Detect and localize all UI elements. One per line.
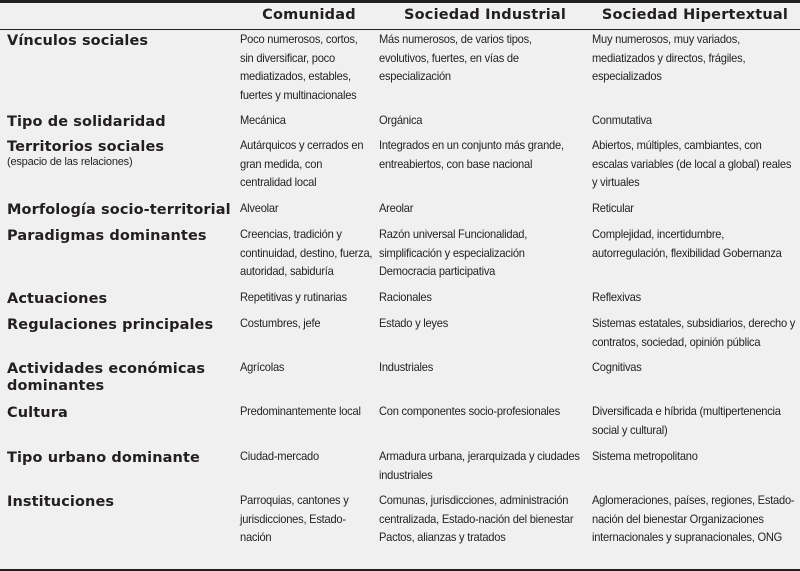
cell-comunidad: Costumbres, jefe [240, 317, 321, 330]
cell-comunidad: Parroquias, cantones y jurisdicciones, Estado-nación [240, 494, 349, 544]
cell-sociedad-hipertextual: Conmutativa [592, 114, 652, 127]
row-label: Actividades económicas dominantes [7, 361, 206, 394]
cell-sociedad-hipertextual: Sistema metropolitano [592, 450, 698, 463]
cell-sociedad-industrial: Integrados en un conjunto más grande, entreabiertos, con base nacional [379, 139, 564, 171]
row-label: Morfología socio-territorial [7, 202, 231, 218]
cell-sociedad-hipertextual: Muy numerosos, muy variados, mediatizados y directos, frágiles, especializados [592, 33, 746, 83]
cell-sociedad-hipertextual: Reflexivas [592, 291, 641, 304]
row-sublabel: (espacio de las relaciones) [7, 156, 133, 168]
cell-comunidad: Mecánica [240, 114, 286, 127]
row-label: Paradigmas dominantes [7, 228, 207, 244]
cell-sociedad-industrial: Comunas, jurisdicciones, administración centralizada, Estado-nación del bienestar Pactos, alianzas y tratados [379, 494, 574, 544]
cell-comunidad: Creencias, tradición y continuidad, destino, fuerza, autoridad, sabiduría [240, 228, 373, 278]
cell-sociedad-hipertextual: Reticular [592, 202, 634, 215]
cell-comunidad: Predominantemente local [240, 405, 361, 418]
cell-comunidad: Alveolar [240, 202, 279, 215]
table-header [0, 3, 800, 29]
column-header-comunidad: Comunidad [262, 7, 356, 23]
cell-sociedad-industrial: Con componentes socio-profesionales [379, 405, 560, 418]
row-label [7, 139, 232, 169]
cell-comunidad: Repetitivas y rutinarias [240, 291, 347, 304]
cell-sociedad-industrial: Orgánica [379, 114, 423, 127]
cell-sociedad-industrial: Razón universal Funcionalidad, simplificación y especialización Democracia participativa [379, 228, 528, 278]
header-rule [0, 29, 800, 30]
cell-sociedad-hipertextual: Cognitivas [592, 361, 642, 374]
row-label: Regulaciones principales [7, 317, 214, 333]
row-label: Tipo urbano dominante [7, 450, 200, 466]
cell-sociedad-industrial: Racionales [379, 291, 432, 304]
cell-sociedad-hipertextual: Aglomeraciones, países, regiones, Estado-nación del bienestar Organizaciones internacionales y supranacionales, ONG [592, 494, 795, 544]
row-label: Tipo de solidaridad [7, 114, 166, 130]
cell-sociedad-hipertextual: Diversificada e híbrida (multipertenencia social y cultural) [592, 405, 781, 437]
cell-sociedad-industrial: Industriales [379, 361, 434, 374]
row-label: Actuaciones [7, 291, 108, 307]
cell-comunidad: Autárquicos y cerrados en gran medida, con centralidad local [240, 139, 364, 189]
column-header-sociedad-hipertextual: Sociedad Hipertextual [601, 7, 789, 23]
cell-sociedad-industrial: Areolar [379, 202, 414, 215]
column-header-sociedad-industrial: Sociedad Industrial [403, 7, 567, 23]
cell-sociedad-industrial: Más numerosos, de varios tipos, evolutivos, fuertes, en vías de especialización [379, 33, 532, 83]
cell-sociedad-hipertextual: Abiertos, múltiples, cambiantes, con escalas variables (de local a global) reales y virtuales [592, 139, 792, 189]
cell-sociedad-industrial: Armadura urbana, jerarquizada y ciudades industriales [379, 450, 580, 482]
row-label-text: Territorios sociales [7, 139, 165, 155]
cell-comunidad: Poco numerosos, cortos, sin diversificar, poco mediatizados, estables, fuertes y multinacionales [240, 33, 358, 102]
cell-sociedad-industrial: Estado y leyes [379, 317, 449, 330]
row-label: Cultura [7, 405, 68, 421]
cell-comunidad: Agrícolas [240, 361, 285, 374]
row-label: Instituciones [7, 494, 115, 510]
cell-sociedad-hipertextual: Complejidad, incertidumbre, autorregulación, flexibilidad Gobernanza [592, 228, 782, 260]
row-label: Vínculos sociales [7, 33, 149, 49]
cell-comunidad: Ciudad-mercado [240, 450, 319, 463]
cell-sociedad-hipertextual: Sistemas estatales, subsidiarios, derecho y contratos, sociedad, opinión pública [592, 317, 796, 349]
